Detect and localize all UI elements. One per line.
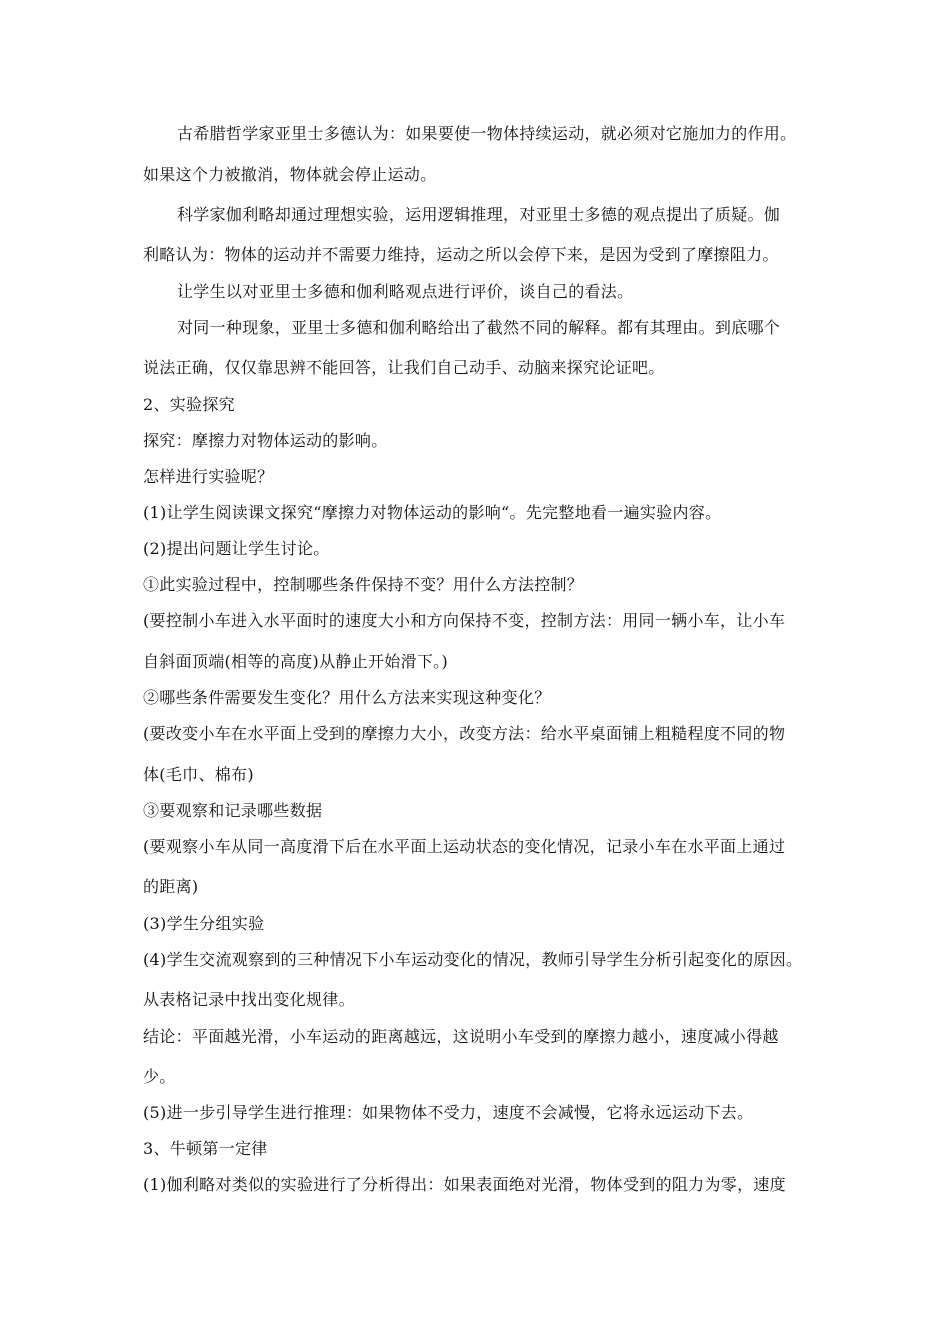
paragraph-line: ①此实验过程中，控制哪些条件保持不变？用什么方法控制？ [143, 575, 584, 594]
paragraph-line: 少。 [143, 1067, 176, 1086]
paragraph-line: (2)提出问题让学生讨论。 [143, 539, 330, 558]
paragraph-line: 古希腊哲学家亚里士多德认为：如果要使一物体持续运动，就必须对它施加力的作用。 [177, 124, 797, 143]
paragraph-line: (1)让学生阅读课文探究“摩擦力对物体运动的影响“。先完整地看一遍实验内容。 [143, 503, 722, 522]
paragraph-line: 科学家伽利略却通过理想实验，运用逻辑推理，对亚里士多德的观点提出了质疑。伽 [177, 205, 781, 224]
section-heading: 3、牛顿第一定律 [143, 1139, 268, 1158]
paragraph-line: (要改变小车在水平面上受到的摩擦力大小，改变方法：给水平桌面铺上粗糙程度不同的物 [143, 724, 786, 743]
paragraph-line: 利略认为：物体的运动并不需要力维持，运动之所以会停下来，是因为受到了摩擦阻力。 [143, 245, 779, 264]
section-heading: 2、实验探究 [143, 395, 235, 414]
paragraph-line: 怎样进行实验呢？ [143, 467, 274, 486]
paragraph-line: (3)学生分组实验 [143, 914, 265, 933]
paragraph-line: (要观察小车从同一高度滑下后在水平面上运动状态的变化情况，记录小车在水平面上通过 [143, 837, 786, 856]
paragraph-line: 自斜面顶端(相等的高度)从静止开始滑下。) [143, 652, 449, 671]
paragraph-line: 探究：摩擦力对物体运动的影响。 [143, 431, 388, 450]
paragraph-line: (4)学生交流观察到的三种情况下小车运动变化的情况，教师引导学生分析引起变化的原因。 [143, 950, 803, 969]
paragraph-line: (5)进一步引导学生进行推理：如果物体不受力，速度不会减慢，它将永远运动下去。 [143, 1103, 754, 1122]
paragraph-line: 的距离) [143, 877, 199, 896]
paragraph-line: 结论：平面越光滑，小车运动的距离越远，这说明小车受到的摩擦力越小，速度减小得越 [143, 1027, 779, 1046]
paragraph-line: ③要观察和记录哪些数据 [143, 801, 323, 820]
paragraph-line: 从表格记录中找出变化规律。 [143, 990, 355, 1009]
paragraph-line: 体(毛巾、棉布) [143, 765, 254, 784]
paragraph-line: 如果这个力被撤消，物体就会停止运动。 [143, 165, 437, 184]
paragraph-line: (1)伽利略对类似的实验进行了分析得出：如果表面绝对光滑，物体受到的阻力为零，速度 [143, 1175, 786, 1194]
paragraph-line: 对同一种现象，亚里士多德和伽利略给出了截然不同的解释。都有其理由。到底哪个 [177, 318, 781, 337]
paragraph-line: 说法正确，仅仅靠思辨不能回答，让我们自己动手、动脑来探究论证吧。 [143, 358, 665, 377]
paragraph-line: 让学生以对亚里士多德和伽利略观点进行评价，谈自己的看法。 [177, 282, 634, 301]
paragraph-line: ②哪些条件需要发生变化？用什么方法来实现这种变化？ [143, 688, 551, 707]
paragraph-line: (要控制小车进入水平面时的速度大小和方向保持不变，控制方法：用同一辆小车，让小车 [143, 611, 786, 630]
